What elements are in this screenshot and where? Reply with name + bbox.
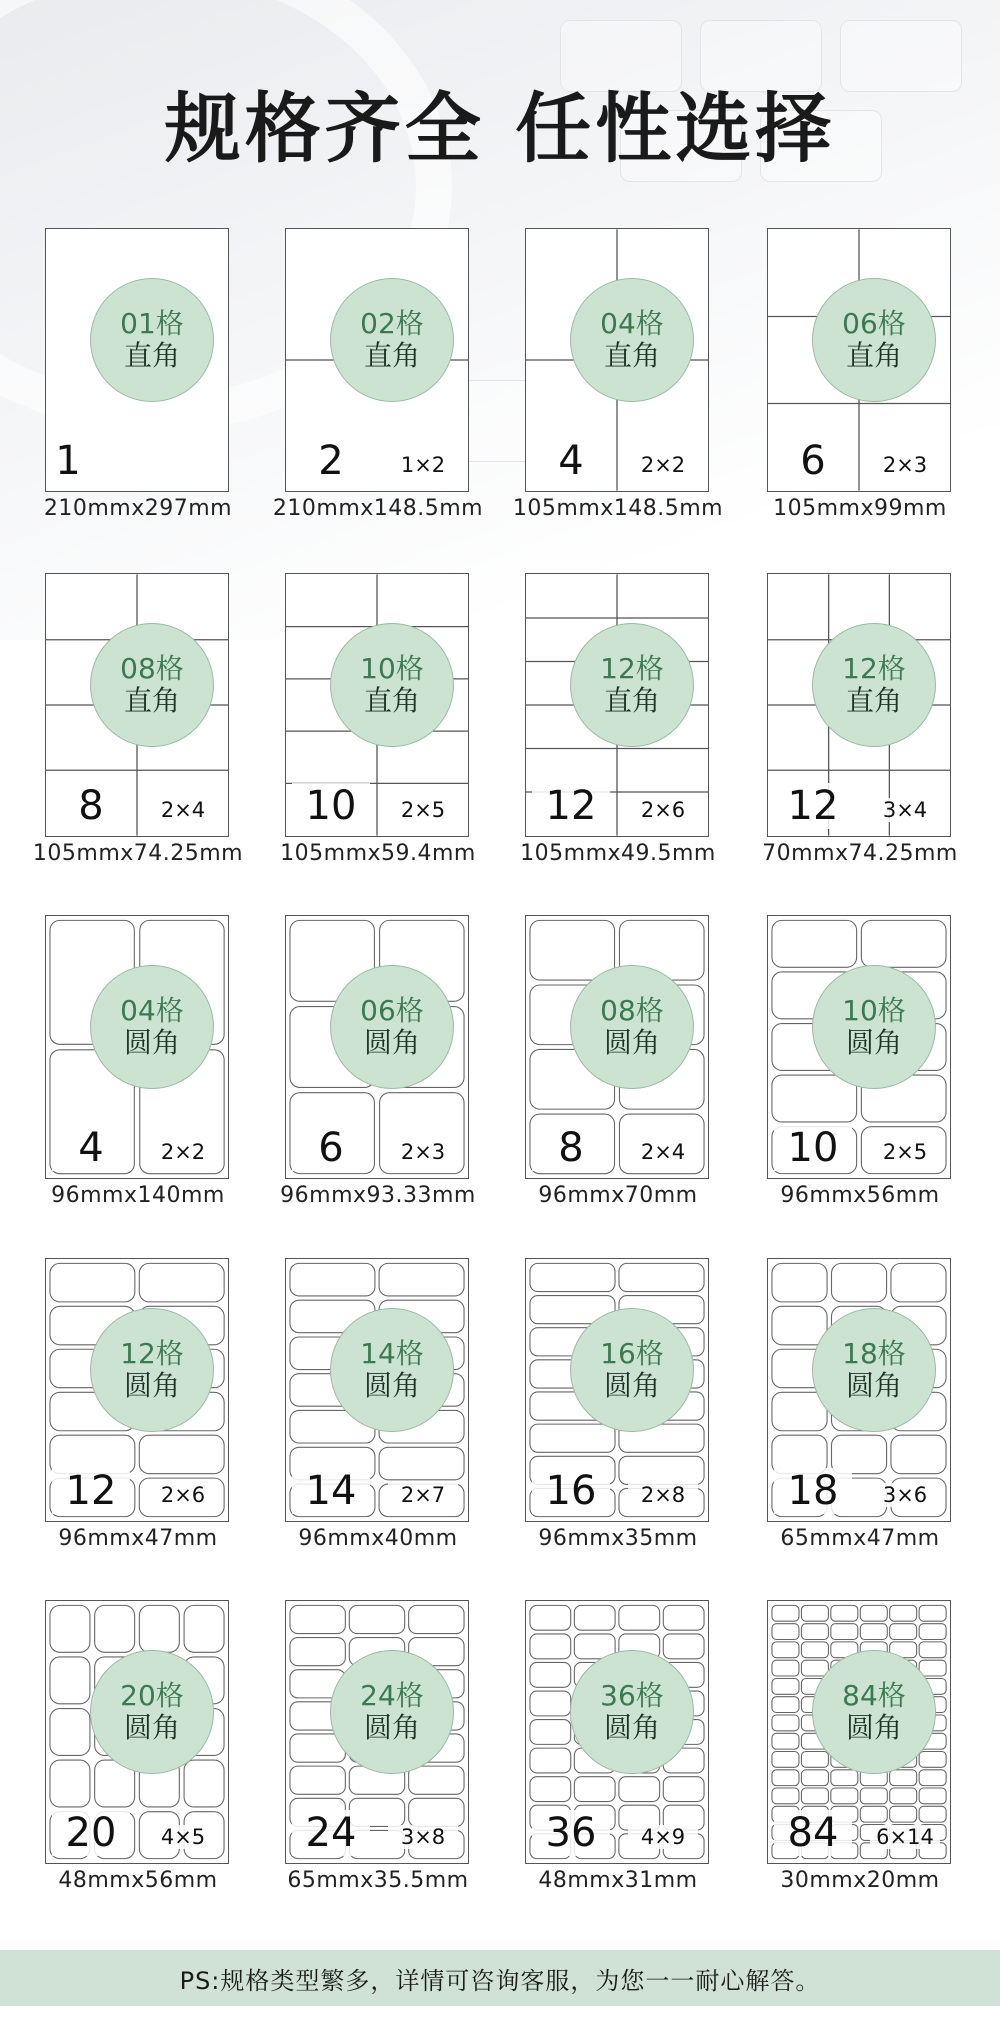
label-dimensions: 105mmx49.5mm: [520, 841, 716, 866]
spec-card: [0, 915, 240, 1245]
rounded-label-cell: [801, 1642, 828, 1658]
label-count: 12: [532, 783, 610, 829]
rounded-label-cell: [919, 1624, 946, 1640]
rounded-label-cell: [772, 1733, 799, 1749]
rounded-label-cell: [50, 1760, 90, 1807]
layout-spec: 4×9: [628, 1825, 698, 1849]
badge-grid-count: 12格: [842, 651, 906, 685]
rounded-label-cell: [801, 1788, 828, 1804]
label-dimensions: 96mmx70mm: [538, 1183, 698, 1208]
spec-card: [240, 228, 484, 558]
rounded-label-cell: [919, 1788, 946, 1804]
layout-spec: 2×8: [628, 1483, 698, 1507]
rounded-label-cell: [890, 1806, 917, 1822]
badge-grid-count: 04格: [600, 306, 664, 340]
spec-card: [722, 915, 962, 1245]
label-dimensions: 30mmx20mm: [780, 1868, 940, 1893]
rounded-label-cell: [379, 1447, 464, 1480]
badge-grid-count: 08格: [600, 993, 664, 1027]
rounded-label-cell: [772, 1715, 799, 1731]
rounded-label-cell: [772, 1624, 799, 1640]
label-count: 14: [292, 1468, 370, 1514]
spec-card: [0, 573, 244, 903]
badge-corner-type: 圆角: [845, 1369, 902, 1402]
layout-spec: 2×4: [628, 1140, 698, 1164]
spec-badge: [330, 278, 454, 402]
spec-badge: [812, 1650, 936, 1774]
rounded-label-cell: [772, 1660, 799, 1676]
rounded-label-cell: [772, 1263, 827, 1301]
badge-corner-type: 圆角: [363, 1026, 420, 1059]
rounded-label-cell: [831, 1624, 858, 1640]
label-dimensions: 210mmx148.5mm: [272, 496, 484, 521]
spec-badge: [90, 278, 214, 402]
rounded-label-cell: [530, 1777, 571, 1802]
rounded-label-cell: [663, 1777, 704, 1802]
badge-grid-count: 12格: [120, 1336, 184, 1370]
badge-grid-count: 08格: [120, 651, 184, 685]
rounded-label-cell: [619, 1456, 704, 1484]
badge-corner-type: 直角: [363, 339, 420, 372]
spec-card: [0, 1600, 240, 1930]
spec-card: [480, 915, 720, 1245]
label-dimensions: 96mmx47mm: [58, 1526, 218, 1551]
rounded-label-cell: [50, 1263, 135, 1301]
rounded-label-cell: [574, 1777, 615, 1802]
rounded-label-cell: [574, 1605, 615, 1630]
rounded-label-cell: [801, 1605, 828, 1621]
layout-spec: 4×5: [148, 1825, 218, 1849]
spec-badge: [570, 965, 694, 1089]
label-count: 12: [52, 1468, 130, 1514]
rounded-label-cell: [860, 1605, 887, 1621]
badge-corner-type: 圆角: [123, 1369, 180, 1402]
spec-badge: [90, 623, 214, 747]
label-dimensions: 105mmx59.4mm: [280, 841, 476, 866]
label-dimensions: 96mmx56mm: [780, 1183, 940, 1208]
label-dimensions: 105mmx148.5mm: [512, 496, 724, 521]
badge-corner-type: 直角: [845, 684, 902, 717]
label-count: 4: [52, 1125, 130, 1171]
rounded-label-cell: [619, 1777, 660, 1802]
rounded-label-cell: [184, 1605, 224, 1652]
rounded-label-cell: [663, 1634, 704, 1659]
label-count: 18: [774, 1468, 852, 1514]
layout-spec: 2×6: [628, 798, 698, 822]
rounded-label-cell: [619, 1263, 704, 1291]
label-count: 10: [774, 1125, 852, 1171]
spec-card: [722, 573, 962, 903]
spec-badge: [330, 1308, 454, 1432]
label-dimensions: 48mmx31mm: [538, 1868, 698, 1893]
rounded-label-cell: [860, 1788, 887, 1804]
badge-corner-type: 圆角: [845, 1026, 902, 1059]
rounded-label-cell: [139, 1435, 224, 1473]
spec-card: [0, 1258, 240, 1588]
rounded-label-cell: [891, 1263, 946, 1301]
layout-spec: 2×3: [388, 1140, 458, 1164]
rounded-label-cell: [50, 1709, 90, 1756]
badge-grid-count: 10格: [360, 651, 424, 685]
rounded-label-cell: [530, 1748, 571, 1773]
label-count: 24: [292, 1810, 370, 1856]
badge-grid-count: 14格: [360, 1336, 424, 1370]
label-count: 1: [48, 438, 88, 484]
spec-badge: [90, 1308, 214, 1432]
spec-card: [240, 915, 480, 1245]
rounded-label-cell: [919, 1605, 946, 1621]
rounded-label-cell: [379, 1263, 464, 1296]
badge-grid-count: 16格: [600, 1336, 664, 1370]
badge-grid-count: 36格: [600, 1678, 664, 1712]
badge-corner-type: 直角: [363, 684, 420, 717]
label-dimensions: 65mmx47mm: [780, 1526, 940, 1551]
layout-spec: 2×2: [148, 1140, 218, 1164]
badge-corner-type: 圆角: [603, 1026, 660, 1059]
layout-spec: 6×14: [870, 1825, 940, 1849]
spec-badge: [570, 278, 694, 402]
spec-badge: [812, 1308, 936, 1432]
rounded-label-cell: [530, 1263, 615, 1291]
rounded-label-cell: [772, 1075, 857, 1122]
rounded-label-cell: [890, 1605, 917, 1621]
rounded-label-cell: [50, 1605, 90, 1652]
rounded-label-cell: [890, 1624, 917, 1640]
spec-card: [240, 1258, 480, 1588]
label-count: 4: [532, 438, 610, 484]
badge-grid-count: 02格: [360, 306, 424, 340]
label-dimensions: 48mmx56mm: [58, 1868, 218, 1893]
spec-badge: [330, 1650, 454, 1774]
spec-badge: [812, 278, 936, 402]
rounded-label-cell: [891, 1435, 946, 1473]
rounded-label-cell: [139, 1605, 179, 1652]
badge-grid-count: 84格: [842, 1678, 906, 1712]
spec-card: [480, 1258, 720, 1588]
layout-spec: 3×6: [870, 1483, 940, 1507]
spec-badge: [330, 965, 454, 1089]
rounded-label-cell: [772, 1788, 799, 1804]
layout-spec: 3×4: [870, 798, 940, 822]
rounded-label-cell: [349, 1605, 404, 1633]
footer-note-bar: [0, 1950, 1000, 2006]
label-count: 2: [292, 438, 370, 484]
badge-corner-type: 直角: [123, 339, 180, 372]
rounded-label-cell: [772, 1770, 799, 1786]
layout-spec: 2×2: [628, 453, 698, 477]
badge-grid-count: 20格: [120, 1678, 184, 1712]
badge-grid-count: 24格: [360, 1678, 424, 1712]
rounded-label-cell: [290, 1638, 345, 1666]
rounded-label-cell: [831, 1770, 858, 1786]
badge-corner-type: 圆角: [363, 1711, 420, 1744]
label-count: 8: [52, 783, 130, 829]
rounded-label-cell: [772, 920, 857, 967]
spec-badge: [812, 623, 936, 747]
label-dimensions: 65mmx35.5mm: [287, 1868, 469, 1893]
badge-grid-count: 04格: [120, 993, 184, 1027]
rounded-label-cell: [801, 1751, 828, 1767]
layout-spec: 2×5: [870, 1140, 940, 1164]
footer-note: PS:规格类型繁多，详情可咨询客服，为您一一耐心解答。: [179, 1966, 821, 1995]
rounded-label-cell: [860, 1624, 887, 1640]
rounded-label-cell: [663, 1605, 704, 1630]
spec-badge: [90, 1650, 214, 1774]
rounded-label-cell: [530, 1424, 615, 1452]
rounded-label-cell: [801, 1770, 828, 1786]
label-count: 84: [774, 1810, 852, 1856]
rounded-label-cell: [50, 1657, 90, 1704]
label-count: 6: [774, 438, 852, 484]
rounded-label-cell: [619, 1605, 660, 1630]
rounded-label-cell: [290, 1766, 345, 1794]
layout-spec: 2×4: [148, 798, 218, 822]
spec-badge: [90, 965, 214, 1089]
spec-card: [240, 1600, 480, 1930]
layout-spec: 3×8: [388, 1825, 458, 1849]
badge-corner-type: 圆角: [603, 1711, 660, 1744]
layout-spec: 1×2: [388, 453, 458, 477]
rounded-label-cell: [772, 1678, 799, 1694]
spec-card: [722, 1600, 962, 1930]
label-count: 12: [774, 783, 852, 829]
label-count: 6: [292, 1125, 370, 1171]
label-count: 36: [532, 1810, 610, 1856]
badge-corner-type: 直角: [603, 684, 660, 717]
rounded-label-cell: [772, 1605, 799, 1621]
badge-corner-type: 直角: [123, 684, 180, 717]
badge-corner-type: 直角: [603, 339, 660, 372]
label-count: 10: [292, 783, 370, 829]
spec-badge: [570, 623, 694, 747]
badge-grid-count: 06格: [842, 306, 906, 340]
label-dimensions: 105mmx74.25mm: [32, 841, 244, 866]
rounded-label-cell: [890, 1788, 917, 1804]
badge-corner-type: 圆角: [603, 1369, 660, 1402]
label-count: 16: [532, 1468, 610, 1514]
rounded-label-cell: [409, 1605, 464, 1633]
layout-spec: 2×7: [388, 1483, 458, 1507]
badge-corner-type: 圆角: [123, 1711, 180, 1744]
rounded-label-cell: [290, 1605, 345, 1633]
rounded-label-cell: [772, 1751, 799, 1767]
badge-corner-type: 圆角: [845, 1711, 902, 1744]
label-dimensions: 96mmx140mm: [51, 1183, 225, 1208]
rounded-label-cell: [95, 1605, 135, 1652]
rounded-label-cell: [530, 920, 615, 980]
spec-card: [480, 573, 720, 903]
badge-grid-count: 12格: [600, 651, 664, 685]
label-dimensions: 96mmx35mm: [538, 1526, 698, 1551]
badge-grid-count: 01格: [120, 306, 184, 340]
label-dimensions: 70mmx74.25mm: [762, 841, 958, 866]
layout-spec: 2×5: [388, 798, 458, 822]
spec-badge: [570, 1308, 694, 1432]
rounded-label-cell: [860, 1806, 887, 1822]
label-count: 20: [52, 1810, 130, 1856]
rounded-label-cell: [861, 920, 946, 967]
label-count: 8: [532, 1125, 610, 1171]
rounded-label-cell: [919, 1770, 946, 1786]
rounded-label-cell: [772, 1697, 799, 1713]
spec-badge: [330, 623, 454, 747]
spec-card: [722, 1258, 962, 1588]
rounded-label-cell: [801, 1624, 828, 1640]
badge-corner-type: 圆角: [363, 1369, 420, 1402]
label-dimensions: 96mmx93.33mm: [280, 1183, 476, 1208]
page-title: 规格齐全 任性选择: [164, 84, 836, 173]
spec-card: [480, 1600, 720, 1930]
rounded-label-cell: [919, 1642, 946, 1658]
spec-badge: [570, 1650, 694, 1774]
rounded-label-cell: [530, 1720, 571, 1745]
rounded-label-cell: [409, 1798, 464, 1826]
layout-spec: 2×6: [148, 1483, 218, 1507]
label-dimensions: 105mmx99mm: [773, 496, 947, 521]
badge-grid-count: 18格: [842, 1336, 906, 1370]
rounded-label-cell: [184, 1760, 224, 1807]
rounded-label-cell: [772, 1642, 799, 1658]
spec-card: [240, 573, 480, 903]
badge-grid-count: 06格: [360, 993, 424, 1027]
spec-card: [722, 228, 962, 558]
rounded-label-cell: [831, 1605, 858, 1621]
rounded-label-cell: [890, 1770, 917, 1786]
badge-grid-count: 10格: [842, 993, 906, 1027]
layout-spec: 2×3: [870, 453, 940, 477]
label-dimensions: 210mmx297mm: [43, 496, 233, 521]
label-dimensions: 96mmx40mm: [298, 1526, 458, 1551]
rounded-label-cell: [409, 1766, 464, 1794]
rounded-label-cell: [530, 1605, 571, 1630]
rounded-label-cell: [139, 1263, 224, 1301]
rounded-label-cell: [290, 1263, 375, 1296]
rounded-label-cell: [831, 1788, 858, 1804]
spec-card: [480, 228, 724, 558]
rounded-label-cell: [832, 1263, 887, 1301]
rounded-label-cell: [919, 1751, 946, 1767]
spec-card: [0, 228, 240, 558]
rounded-label-cell: [919, 1806, 946, 1822]
spec-badge: [812, 965, 936, 1089]
badge-corner-type: 直角: [845, 339, 902, 372]
rounded-label-cell: [530, 1691, 571, 1716]
rounded-label-cell: [530, 1662, 571, 1687]
rounded-label-cell: [530, 1634, 571, 1659]
badge-corner-type: 圆角: [123, 1026, 180, 1059]
